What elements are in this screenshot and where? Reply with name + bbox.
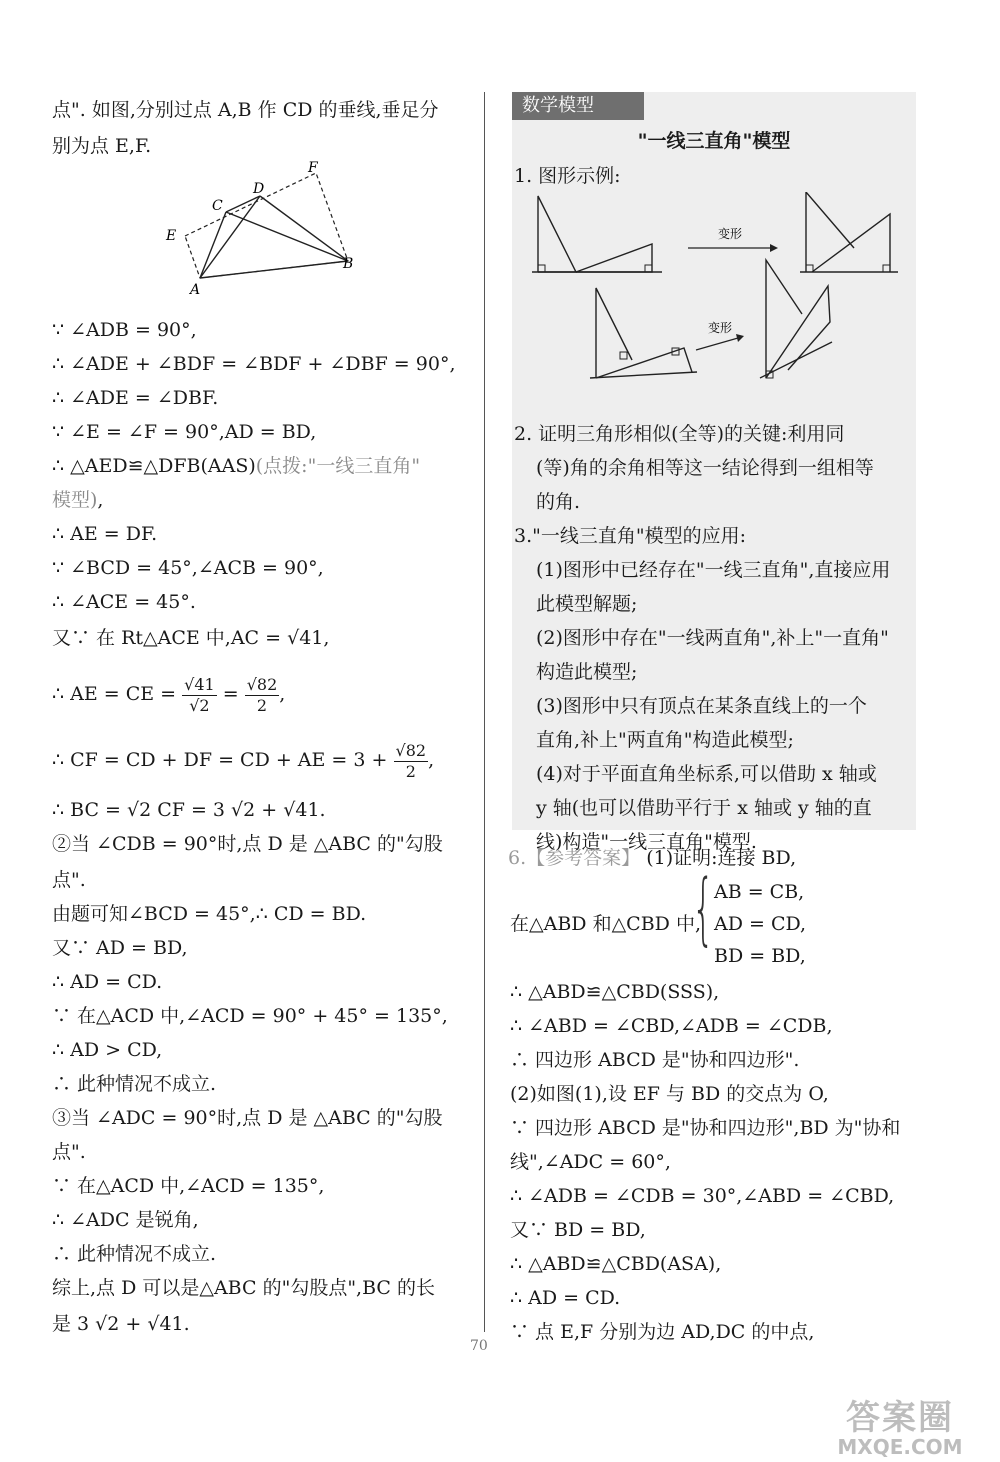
fraction: $\frac{√41}{√2}$ [184,674,215,715]
text-line: ∴ AD = CD. [510,1287,621,1309]
system-eq: AD = CD, [714,913,807,935]
text-line: 点". [52,869,86,891]
text-line: 线",∠ADC = 60°, [510,1151,671,1173]
text-line: ∴ ∠ABD = ∠CBD,∠ADB = ∠CDB, [510,1015,833,1037]
text-line: 点". [52,1141,86,1163]
text-line: 又∵ AD = BD, [52,937,188,959]
text-line: ∴ BC = √2 CF = 3 √2 + √41. [52,799,326,821]
text-line: ∴ 此种情况不成立. [52,1243,217,1265]
text-line: (等)角的余角相等这一结论得到一组相等 [536,457,874,479]
text-line: 线)构造"一线三直角"模型. [536,831,757,853]
text-line: 构造此模型; [536,661,638,683]
system-eq: BD = BD, [714,945,806,967]
label-e: E [166,228,177,244]
text-line: 在△ABD 和△CBD 中, [510,913,701,935]
label-f: F [308,160,318,176]
fraction-line: ∴ AE = CE = $\frac{√41}{√2}$ = $\frac{√82}{2}$ , [52,674,286,715]
text-line: 模型), [52,489,104,511]
question-number: 6. [508,847,527,869]
text-line: 直角,补上"两直角"构造此模型; [536,729,794,751]
model-title: "一线三直角"模型 [637,130,791,152]
system-eq: AB = CB, [714,881,805,903]
text-line: 是 3 √2 + √41. [52,1313,190,1335]
text-line: (2)如图(1),设 EF 与 BD 的交点为 O, [510,1083,829,1105]
text-line: ∴ △ABD≌△CBD(ASA), [510,1253,722,1275]
text-line: ∴ 此种情况不成立. [52,1073,217,1095]
arrow-label: 变形 [708,321,733,335]
text-line: 此模型解题; [536,593,638,615]
text-line: ∴ ∠ADC 是锐角, [52,1209,199,1231]
text-line: ∴ △ABD≌△CBD(SSS), [510,981,720,1003]
fraction: $\frac{√82}{2}$ [246,674,278,715]
label-c: C [212,198,223,214]
text-line: ∴ ∠ADE + ∠BDF = ∠BDF + ∠DBF = 90°, [52,353,456,375]
text-line: y 轴(也可以借助平行于 x 轴或 y 轴的直 [536,797,872,819]
text-line: 点". 如图,分别过点 A,B 作 CD 的垂线,垂足分 [52,99,439,121]
arrow-label: 变形 [718,227,743,241]
text-line: ∴ ∠ADE = ∠DBF. [52,387,219,409]
label-a: A [190,282,201,298]
brace-icon: { [692,864,715,954]
text-line: ∵ ∠E = ∠F = 90°,AD = BD, [52,421,317,443]
text-line: ③当 ∠ADC = 90°时,点 D 是 △ABC 的"勾股 [52,1107,443,1129]
text-line: (2)图形中存在"一线两直角",补上"一直角" [536,627,889,649]
text-line: (3)图形中只有顶点在某条直线上的一个 [536,695,867,717]
model-example-figures [532,192,912,392]
text-line: 1. 图形示例: [514,165,621,187]
congruence-statement: ∴ △AED≌△DFB(AAS) [52,455,256,477]
text-line: ∴ ∠ADB = ∠CDB = 30°,∠ABD = ∠CBD, [510,1185,895,1207]
text-line: 又∵ BD = BD, [510,1219,646,1241]
label-b: B [343,256,354,272]
text-line: 别为点 E,F. [52,135,152,157]
reference-answer-tag: 【参考答案】 [526,847,641,869]
hint-note-cont: 模型) [52,489,98,511]
fraction-line: ∴ CF = CD + DF = CD + AE = 3 + $\frac{√82}{2}$ , [52,740,435,781]
math-model-tag: 数学模型 [512,92,644,120]
text-line: ∵ ∠ADB = 90°, [52,319,197,341]
text-line: ∴ AE = DF. [52,523,158,545]
text-line: ∵ 在△ACD 中,∠ACD = 90° + 45° = 135°, [52,1005,448,1027]
geometry-figure-abcdef [160,158,370,298]
text-line: (1)图形中已经存在"一线三直角",直接应用 [536,559,891,581]
text-line: ∴ ∠ACE = 45°. [52,591,196,613]
text-line: ∵ ∠BCD = 45°,∠ACB = 90°, [52,557,324,579]
text-line: ∵ 点 E,F 分别为边 AD,DC 的中点, [510,1321,815,1343]
fraction: $\frac{√82}{2}$ [395,740,427,781]
text-line: ②当 ∠CDB = 90°时,点 D 是 △ABC 的"勾股 [52,833,443,855]
hint-note: (点拨:"一线三直角" [255,455,421,477]
text-line: (4)对于平面直角坐标系,可以借助 x 轴或 [536,763,877,785]
watermark-logo: 答案圈 MXQE.COM [837,1398,963,1459]
text-line: 2. 证明三角形相似(全等)的关键:利用同 [514,423,845,445]
column-divider [484,92,485,1332]
label-d: D [253,181,265,197]
text-line: 由题可知∠BCD = 45°,∴ CD = BD. [52,903,367,925]
text-line: 综上,点 D 可以是△ABC 的"勾股点",BC 的长 [52,1277,435,1299]
text-line: ∵ 四边形 ABCD 是"协和四边形",BD 为"协和 [510,1117,901,1139]
text-line: 3."一线三直角"模型的应用: [514,525,747,547]
page-number: 70 [470,1338,488,1354]
math-model-box [512,92,916,853]
text-line: ∴ AD > CD, [52,1039,163,1061]
text-line [52,454,420,478]
answer-header: 6.【参考答案】 (1)证明:连接 BD, [508,847,797,869]
text-line: ∴ AD = CD. [52,971,163,993]
text-line: ∴ 四边形 ABCD 是"协和四边形". [510,1049,800,1071]
text-line: 又∵ 在 Rt△ACE 中,AC = √41, [52,627,330,649]
text-line: 的角. [536,491,581,513]
text-line: ∵ 在△ACD 中,∠ACD = 135°, [52,1175,325,1197]
